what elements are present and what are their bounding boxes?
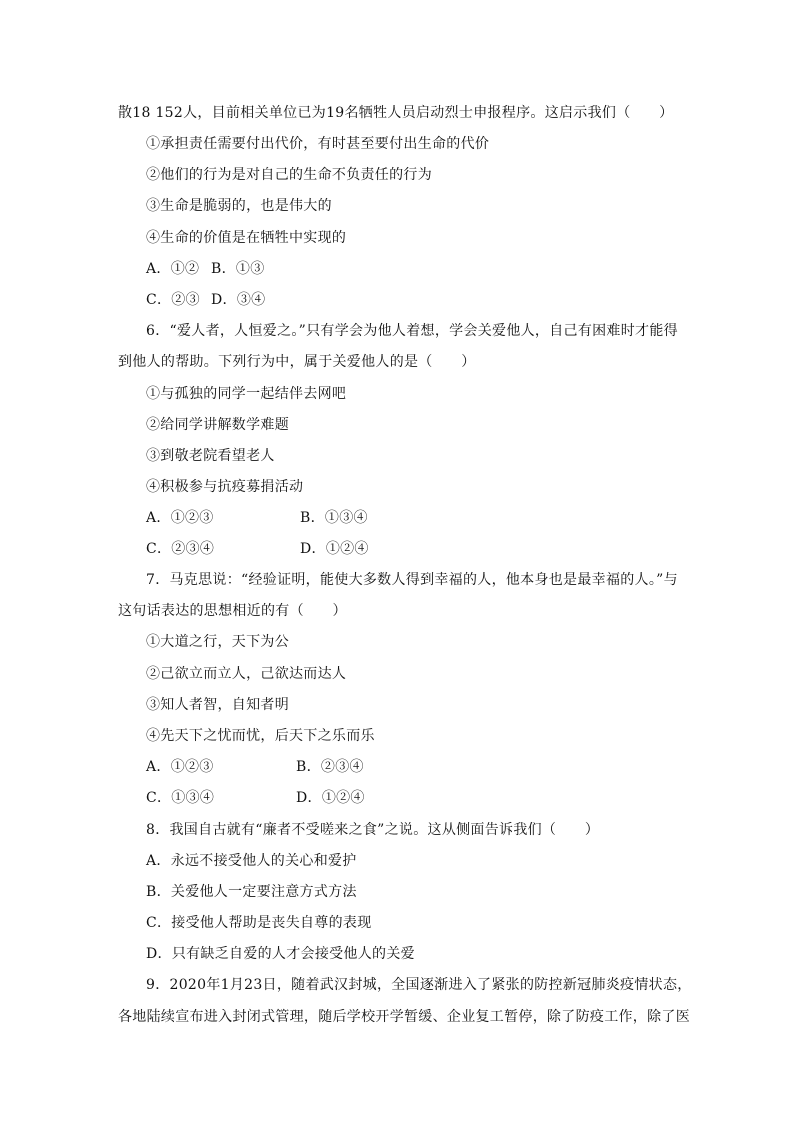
q7-stem-line-1: 7．马克思说：“经验证明，能使大多数人得到幸福的人，他本身也是最幸福的人。”与 — [146, 572, 678, 588]
q7-item-3: ③知人者智，自知者明 — [146, 697, 289, 713]
q5-stem-continuation: 散18 152人，目前相关单位已为19名牺牲人员启动烈士申报程序。这启示我们（ ） — [118, 105, 674, 121]
q5-option-a: A．①② — [146, 261, 200, 277]
q5-option-d: D．③④ — [211, 292, 266, 308]
q5-item-3: ③生命是脆弱的，也是伟大的 — [146, 198, 332, 214]
q7-option-d: D．①②④ — [296, 790, 365, 806]
q7-option-a: A．①②③ — [146, 759, 214, 775]
q8-option-a: A．永远不接受他人的关心和爱护 — [146, 853, 357, 869]
q9-stem-line-1: 9．2020年1月23日，随着武汉封城，全国逐渐进入了紧张的防控新冠肺炎疫情状态， — [146, 977, 692, 993]
q5-item-2: ②他们的行为是对自己的生命不负责任的行为 — [146, 167, 432, 183]
q6-option-c: C．②③④ — [146, 541, 215, 557]
q6-item-3: ③到敬老院看望老人 — [146, 448, 275, 464]
q5-option-b: B．①③ — [211, 261, 265, 277]
q8-stem: 8．我国自古就有“廉者不受嗟来之食”之说。这从侧面告诉我们（ ） — [146, 822, 600, 838]
q6-option-a: A．①②③ — [146, 510, 214, 526]
q5-item-4: ④生命的价值是在牺牲中实现的 — [146, 230, 347, 246]
q8-option-d: D．只有缺乏自爱的人才会接受他人的关爱 — [146, 946, 415, 962]
q5-item-1: ①承担责任需要付出代价，有时甚至要付出生命的代价 — [146, 136, 490, 152]
q7-item-4: ④先天下之忧而忧，后天下之乐而乐 — [146, 728, 375, 744]
q6-item-1: ①与孤独的同学一起结伴去网吧 — [146, 386, 347, 402]
q5-option-c: C．②③ — [146, 292, 200, 308]
q6-stem-line-2: 到他人的帮助。下列行为中，属于关爱他人的是（ ） — [118, 354, 476, 370]
q9-stem-line-2: 各地陆续宣布进入封闭式管理，随后学校开学暂缓、企业复工暂停，除了防疫工作，除了医 — [118, 1009, 690, 1025]
q7-option-b: B．②③④ — [296, 759, 364, 775]
q7-option-c: C．①③④ — [146, 790, 215, 806]
q6-stem-line-1: 6．“爱人者，人恒爱之。”只有学会为他人着想，学会关爱他人，自己有困难时才能得 — [146, 323, 678, 339]
q6-item-2: ②给同学讲解数学难题 — [146, 417, 289, 433]
q6-item-4: ④积极参与抗疫募捐活动 — [146, 479, 304, 495]
q8-option-b: B．关爱他人一定要注意方式方法 — [146, 884, 357, 900]
q7-stem-line-2: 这句话表达的思想相近的有（ ） — [118, 603, 347, 619]
q6-option-b: B．①③④ — [300, 510, 368, 526]
q7-item-2: ②己欲立而立人，己欲达而达人 — [146, 666, 347, 682]
q7-item-1: ①大道之行，天下为公 — [146, 634, 289, 650]
q6-option-d: D．①②④ — [300, 541, 369, 557]
q8-option-c: C．接受他人帮助是丧失自尊的表现 — [146, 915, 372, 931]
